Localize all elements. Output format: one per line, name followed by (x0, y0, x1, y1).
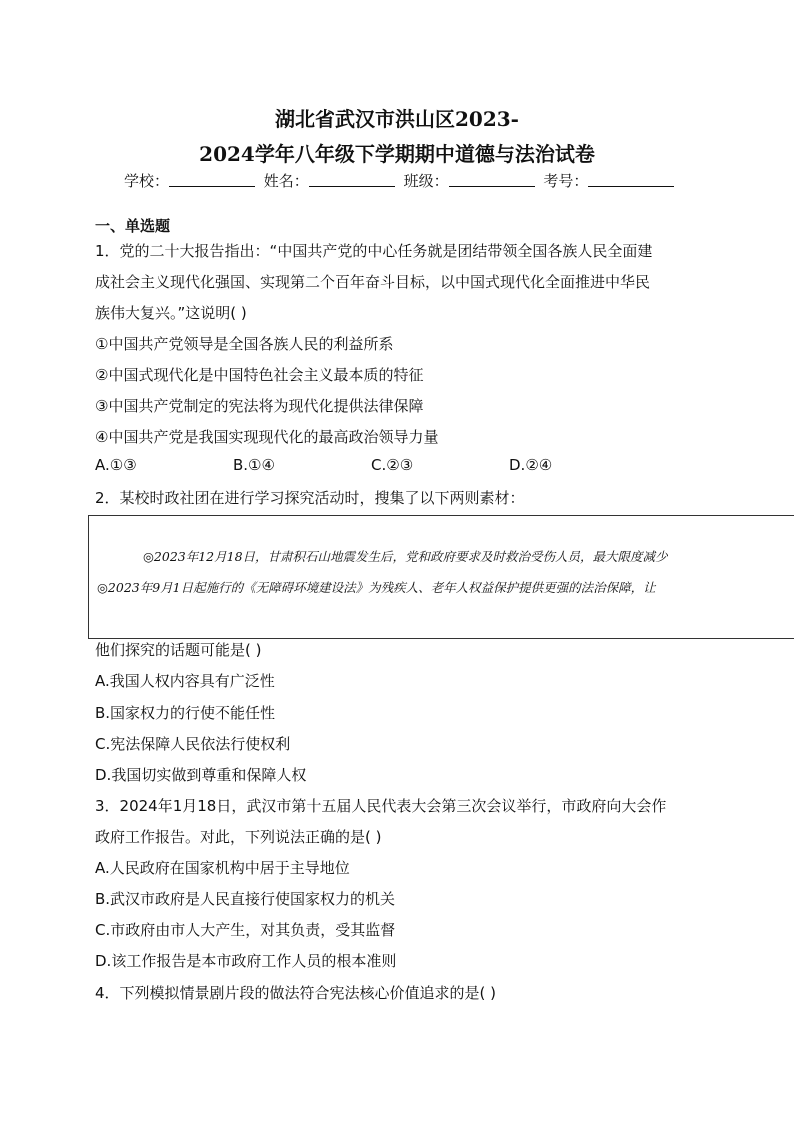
q2-material-box (88, 515, 794, 639)
q1-stem-line-1: 1．党的二十大报告指出：“中国共产党的中心任务就是团结带领全国各族人民全面建 (95, 242, 653, 260)
q1-statement-3: ③中国共产党制定的宪法将为现代化提供法律保障 (95, 397, 424, 415)
q1-statement-4: ④中国共产党是我国实现现代化的最高政治领导力量 (95, 428, 439, 446)
class-blank (449, 172, 535, 187)
q2-option-b: B.国家权力的行使不能任性 (95, 704, 276, 722)
q3-option-d: D.该工作报告是本市政府工作人员的根本准则 (95, 952, 397, 970)
q1-option-d: D.②④ (509, 456, 553, 474)
school-label: 学校： (124, 172, 170, 190)
q2-option-a: A.我国人权内容具有广泛性 (95, 672, 275, 690)
q2-stem: 2．某校时政社团在进行学习探究活动时，搜集了以下两则素材： (95, 489, 525, 507)
q2-material-1: ◎2023年12月18日，甘肃积石山地震发生后，党和政府要求及时救治受伤人员，最大限度减少 (143, 549, 668, 564)
q2-question: 他们探究的话题可能是( ) (95, 641, 262, 659)
q1-stem-line-3: 族伟大复兴。”这说明( ) (95, 304, 247, 322)
exam-title-line-2: 2024学年八年级下学期期中道德与法治试卷 (199, 142, 595, 166)
q1-stem-line-2: 成社会主义现代化强国、实现第二个百年奋斗目标，以中国式现代化全面推进中华民 (95, 273, 651, 291)
exam-title-line-1: 湖北省武汉市洪山区2023- (275, 107, 519, 131)
exam-number-label: 考号： (543, 172, 589, 190)
q4-stem: 4．下列模拟情景剧片段的做法符合宪法核心价值追求的是( ) (95, 984, 497, 1002)
q2-option-c: C.宪法保障人民依法行使权利 (95, 735, 291, 753)
q1-option-a: A.①③ (95, 456, 137, 474)
student-info-row (124, 170, 678, 191)
q3-option-c: C.市政府由市人大产生，对其负责，受其监督 (95, 921, 396, 939)
exam-number-blank (588, 172, 674, 187)
class-label: 班级： (403, 172, 449, 190)
q1-statement-1: ①中国共产党领导是全国各族人民的利益所系 (95, 335, 394, 353)
school-blank (169, 172, 255, 187)
section-title: 一、单选题 (95, 217, 171, 235)
q3-option-a: A.人民政府在国家机构中居于主导地位 (95, 859, 350, 877)
q3-stem-line-1: 3．2024年1月18日，武汉市第十五届人民代表大会第三次会议举行，市政府向大会作 (95, 797, 667, 815)
q3-option-b: B.武汉市政府是人民直接行使国家权力的机关 (95, 890, 396, 908)
q1-option-c: C.②③ (371, 456, 414, 474)
q3-stem-line-2: 政府工作报告。对此，下列说法正确的是( ) (95, 828, 382, 846)
name-label: 姓名： (263, 172, 309, 190)
q1-options (95, 456, 647, 474)
q2-material-2: ◎2023年9月1日起施行的《无障碍环境建设法》为残疾人、老年人权益保护提供更强的法治保障，让 (97, 580, 656, 595)
q2-option-d: D.我国切实做到尊重和保障人权 (95, 766, 307, 784)
q1-option-b: B.①④ (233, 456, 275, 474)
name-blank (309, 172, 395, 187)
q1-statement-2: ②中国式现代化是中国特色社会主义最本质的特征 (95, 366, 424, 384)
